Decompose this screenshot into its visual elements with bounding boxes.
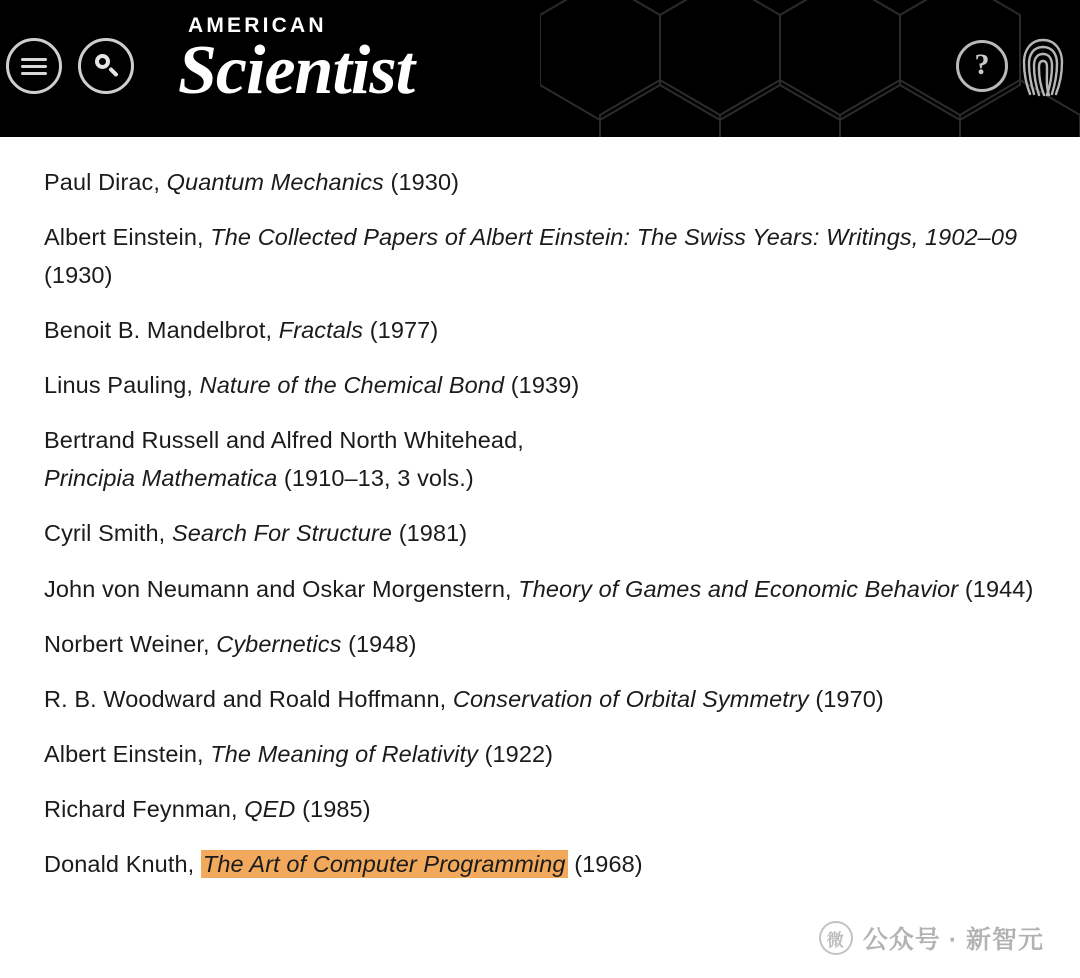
bibliography-entry xyxy=(44,218,1040,294)
entry-year: (1930) xyxy=(383,169,460,195)
entry-author: Paul Dirac, xyxy=(44,169,167,195)
bibliography-entry-highlighted xyxy=(44,845,1040,883)
bibliography-entry xyxy=(44,625,1040,663)
entry-author: Albert Einstein, xyxy=(44,740,211,767)
watermark xyxy=(819,920,1044,956)
entry-title: Conservation of Orbital Symmetry xyxy=(452,685,809,712)
entry-title: Principia Mathematica xyxy=(44,465,278,492)
entry-title: The Collected Papers of Albert Einstein: The Swiss Years: Writings, 1902–09 xyxy=(210,224,1018,251)
entry-author: Donald Knuth, xyxy=(44,850,201,877)
bibliography-entry xyxy=(44,311,1040,349)
bibliography-entry xyxy=(44,366,1040,404)
entry-title: Theory of Games and Economic Behavior xyxy=(518,575,959,602)
bibliography-entry xyxy=(44,514,1040,552)
entry-year: (1968) xyxy=(567,850,643,877)
entry-title: Nature of the Chemical Bond xyxy=(199,372,505,399)
menu-button[interactable] xyxy=(6,38,62,94)
bibliography-list xyxy=(0,137,1080,978)
entry-title: QED xyxy=(244,795,296,822)
entry-year: (1910–13, 3 vols.) xyxy=(277,465,474,492)
entry-year: (1930) xyxy=(44,262,113,289)
search-icon xyxy=(93,53,119,79)
fingerprint-icon[interactable] xyxy=(1020,34,1066,100)
entry-year: (1939) xyxy=(504,372,580,399)
entry-author: Albert Einstein, xyxy=(44,224,211,251)
logo-wordmark: Scientist xyxy=(178,32,415,109)
entry-title: Cybernetics xyxy=(216,630,342,657)
entry-title: Search For Structure xyxy=(171,520,393,547)
entry-title-highlight: The Art of Computer Programming xyxy=(202,850,566,877)
help-button[interactable] xyxy=(956,40,1008,92)
site-header xyxy=(0,0,1080,137)
bibliography-entry xyxy=(44,163,1040,201)
entry-author: Cyril Smith, xyxy=(44,520,172,547)
bibliography-entry xyxy=(44,790,1040,828)
entry-author: Benoit B. Mandelbrot, xyxy=(44,317,279,344)
search-button[interactable] xyxy=(78,38,134,94)
wechat-badge-icon: 微 xyxy=(819,921,853,955)
entry-year: (1981) xyxy=(392,520,468,547)
bibliography-entry xyxy=(44,735,1040,773)
entry-title: Quantum Mechanics xyxy=(166,169,384,195)
entry-year: (1985) xyxy=(295,795,371,822)
entry-year: (1948) xyxy=(341,630,417,657)
bibliography-entry xyxy=(44,570,1040,608)
question-mark-icon: ? xyxy=(974,48,990,81)
entry-year: (1944) xyxy=(958,575,1034,602)
entry-year: (1970) xyxy=(808,685,884,712)
entry-author: John von Neumann and Oskar Morgenstern, xyxy=(44,575,519,602)
entry-year: (1922) xyxy=(477,740,554,767)
entry-title: The Meaning of Relativity xyxy=(210,740,478,767)
site-logo[interactable] xyxy=(178,14,598,110)
hamburger-icon xyxy=(21,54,47,79)
entry-author: Norbert Weiner, xyxy=(44,630,217,657)
entry-author: Richard Feynman, xyxy=(44,795,245,822)
logo-kicker: AMERICAN xyxy=(188,14,327,37)
entry-author: R. B. Woodward and Roald Hoffmann, xyxy=(44,685,453,712)
bibliography-entry xyxy=(44,680,1040,718)
entry-title: Fractals xyxy=(278,317,364,344)
watermark-text: 公众号 · 新智元 xyxy=(862,926,1044,954)
bibliography-entry xyxy=(44,421,1040,497)
entry-author: Bertrand Russell and Alfred North Whitehead, xyxy=(44,427,524,454)
entry-year: (1977) xyxy=(363,317,439,344)
entry-author: Linus Pauling, xyxy=(44,372,200,399)
